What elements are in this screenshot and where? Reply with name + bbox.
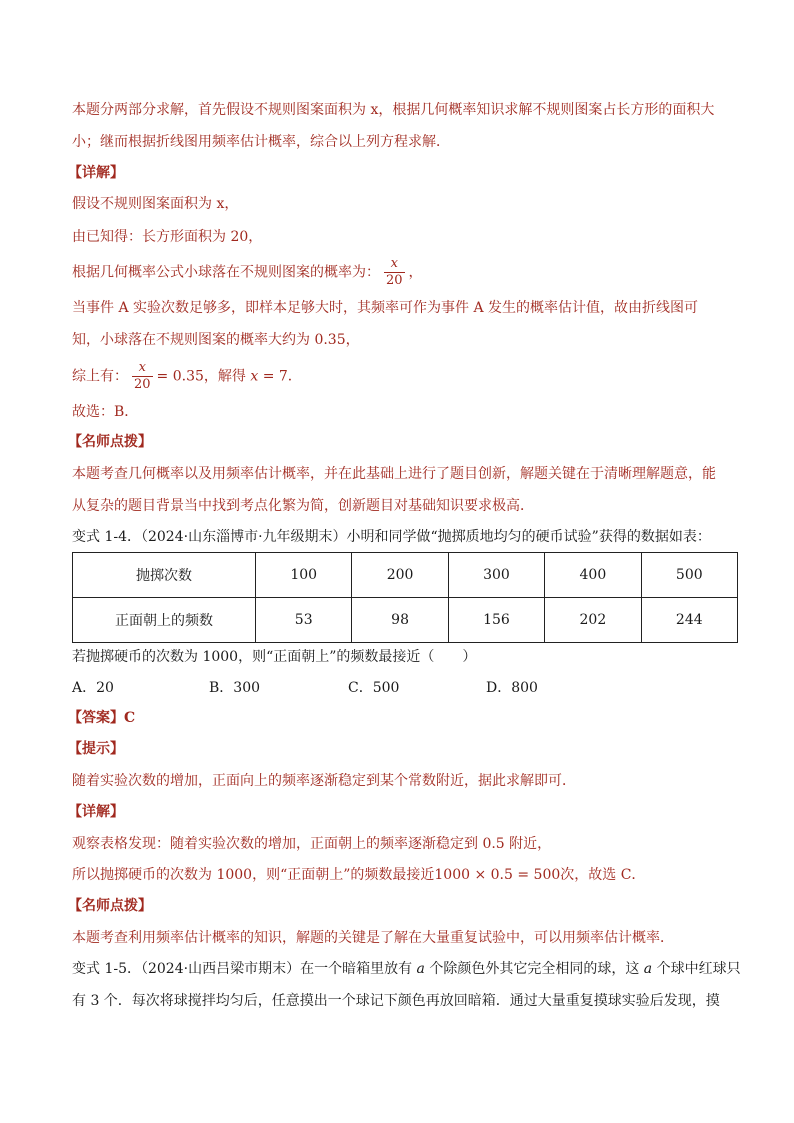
detail1-line-3-suffix: ， — [408, 264, 423, 281]
detail2-line-2: 所以抛掷硬币的次数为 1000，则“正面朝上”的频数最接近1000 × 0.5 = 500次，故选 C． — [72, 867, 646, 883]
table-cell: 400 — [545, 553, 641, 598]
equation-fraction — [132, 360, 153, 393]
detail-heading-2: 【详解】 — [68, 804, 124, 820]
table-cell: 156 — [448, 598, 544, 643]
table-cell: 100 — [256, 553, 352, 598]
detail1-line-6-var: x — [250, 368, 259, 385]
intro-line-2: 小；继而根据折线图用频率估计概率，综合以上列方程求解． — [72, 134, 450, 150]
detail-heading-1: 【详解】 — [68, 165, 124, 181]
table-cell: 正面朝上的频数 — [73, 598, 256, 643]
table-row — [73, 598, 738, 643]
question-text: 若抛掷硬币的次数为 1000，则“正面朝上”的频数最接近（ ） — [72, 649, 477, 665]
table-cell: 202 — [545, 598, 641, 643]
table-cell: 200 — [352, 553, 448, 598]
variant-1-5-text-c: 个球中红球只 — [656, 961, 741, 977]
variant-1-5-line-2: 有 3 个．每次将球搅拌均匀后，任意摸出一个球记下颜色再放回暗箱．通过大量重复摸球实验后发现，摸 — [72, 993, 720, 1009]
hint-heading: 【提示】 — [68, 741, 124, 757]
fraction-numerator: x — [390, 256, 398, 271]
table-cell: 53 — [256, 598, 352, 643]
detail1-line-6-prefix: 综上有： — [72, 368, 128, 385]
tips-heading-1: 【名师点拨】 — [68, 434, 152, 450]
variant-1-5-var-a-2: a — [643, 961, 653, 977]
option-d: D．800 — [486, 680, 538, 696]
table-cell: 500 — [641, 553, 737, 598]
table-cell: 244 — [641, 598, 737, 643]
detail1-line-7: 故选：B． — [72, 404, 139, 420]
detail1-line-2: 由已知得：长方形面积为 20， — [72, 229, 263, 245]
fraction-denominator: 20 — [386, 273, 403, 288]
variant-1-5-var-a: a — [416, 961, 425, 977]
tips-heading-2: 【名师点拨】 — [68, 898, 152, 914]
coin-toss-table — [72, 552, 738, 643]
detail1-line-6 — [72, 360, 302, 393]
tips1-line-1: 本题考查几何概率以及用频率估计概率，并在此基础上进行了题目创新，解题关键在于清晰理解题意，能 — [72, 466, 716, 482]
equation-denominator: 20 — [134, 377, 151, 392]
table-row — [73, 553, 738, 598]
detail1-line-4: 当事件 A 实验次数足够多，即样本足够大时，其频率可作为事件 A 发生的概率估计值，故由折线图可 — [72, 300, 699, 316]
answer-line: 【答案】C — [68, 710, 136, 726]
table-cell: 抛掷次数 — [73, 553, 256, 598]
detail1-line-6-suffix: = 7． — [262, 368, 302, 385]
hint-text: 随着实验次数的增加，正面向上的频率逐渐稳定到某个常数附近，据此求解即可． — [72, 773, 576, 789]
tips2-text: 本题考查利用频率估计概率的知识，解题的关键是了解在大量重复试验中，可以用频率估计概率． — [72, 930, 674, 946]
tips1-line-2: 从复杂的题目背景当中找到考点化繁为简，创新题目对基础知识要求极高． — [72, 498, 534, 514]
equation-numerator: x — [138, 360, 146, 375]
variant-1-5-text-a: 变式 1-5．（2024·山西吕梁市期末）在一个暗箱里放有 — [72, 961, 413, 977]
detail2-line-1: 观察表格发现：随着实验次数的增加，正面朝上的频率逐渐稳定到 0.5 附近， — [72, 836, 552, 852]
intro-line-1: 本题分两部分求解，首先假设不规则图案面积为 x，根据几何概率知识求解不规则图案占长方形的面积大 — [72, 102, 715, 118]
detail1-line-3-prefix: 根据几何概率公式小球落在不规则图案的概率为： — [72, 264, 380, 281]
probability-fraction — [384, 256, 405, 289]
table-cell: 98 — [352, 598, 448, 643]
option-a: A．20 — [72, 680, 114, 696]
detail1-line-3 — [72, 256, 423, 289]
variant-1-5-text-b: 个除颜色外其它完全相同的球，这 — [429, 961, 640, 977]
detail1-line-5: 知，小球落在不规则图案的概率大约为 0.35， — [72, 332, 360, 348]
table-cell: 300 — [448, 553, 544, 598]
detail1-line-6-mid: = 0.35，解得 — [156, 368, 246, 385]
option-c: C．500 — [348, 680, 400, 696]
variant-1-4-title: 变式 1-4．（2024·山东淄博市·九年级期末）小明和同学做“抛掷质地均匀的硬币试验”获得的数据如表： — [72, 529, 711, 545]
detail1-line-1: 假设不规则图案面积为 x， — [72, 196, 239, 212]
variant-1-5-line-1 — [72, 959, 741, 979]
option-b: B．300 — [209, 680, 261, 696]
